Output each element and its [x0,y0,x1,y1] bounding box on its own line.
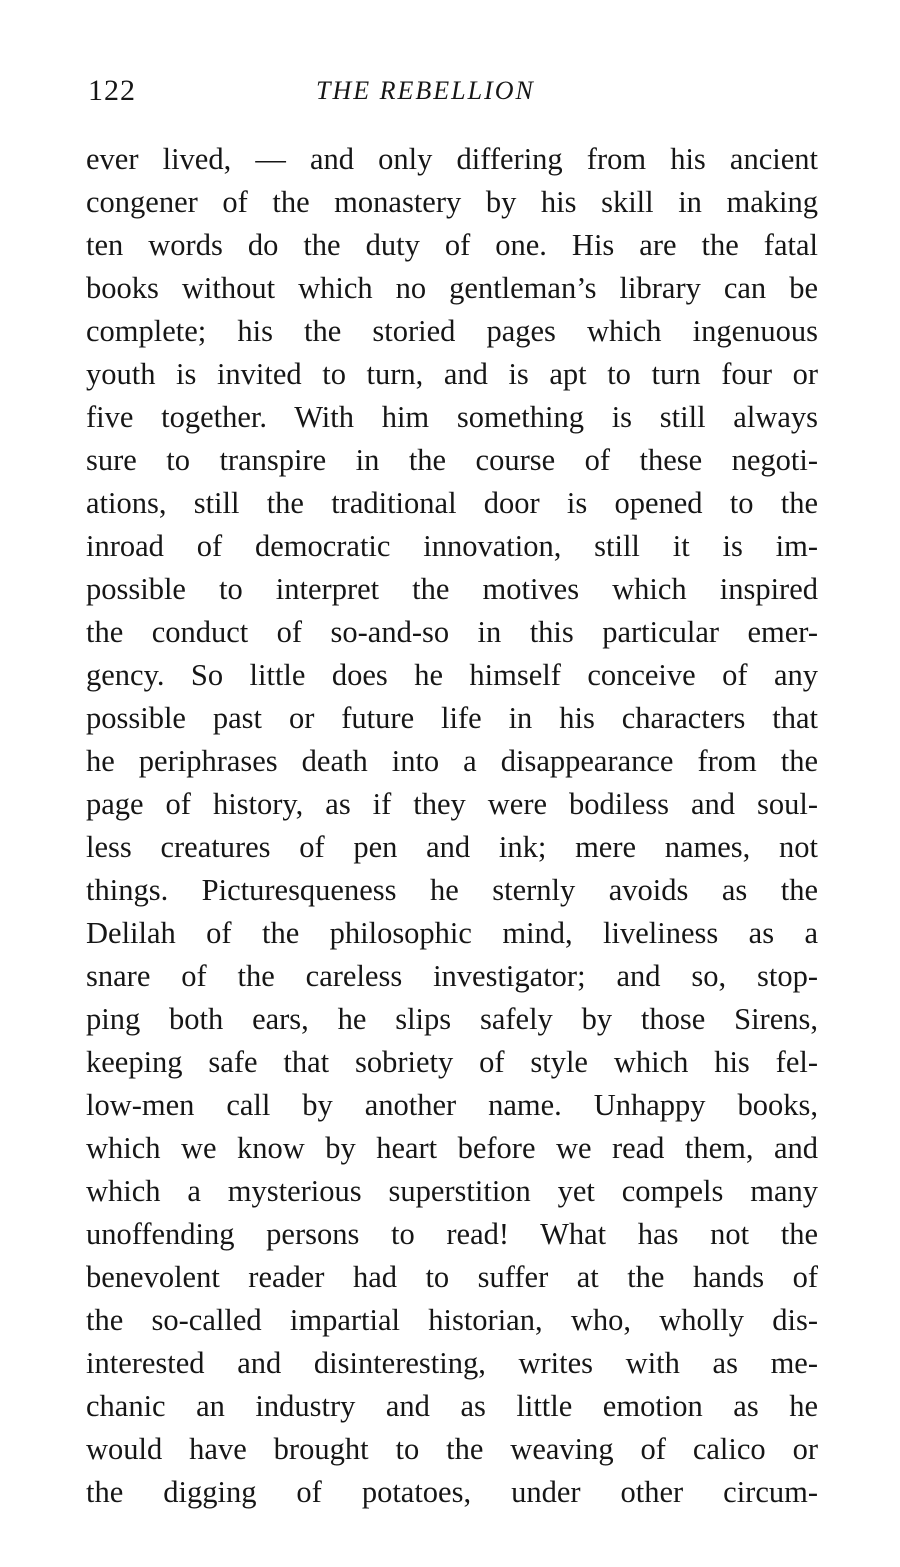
text-line: low-men call by another name. Unhappy books, [86,1088,818,1122]
text-line: the digging of potatoes, under other circum- [86,1475,818,1509]
text-line: would have brought to the weaving of calico or [86,1432,818,1466]
text-line: snare of the careless investigator; and so, stop- [86,959,818,993]
text-line: ever lived, — and only differing from his ancient [86,142,818,176]
running-title: THE REBELLION [316,76,535,105]
text-line: five together. With him something is still always [86,400,818,434]
text-line: which we know by heart before we read them, and [86,1131,818,1165]
text-line: books without which no gentleman’s library can be [86,271,818,305]
text-line: the conduct of so-and-so in this particular emer- [86,615,818,649]
text-line: less creatures of pen and ink; mere names, not [86,830,818,864]
text-line: chanic an industry and as little emotion as he [86,1389,818,1423]
text-line: congener of the monastery by his skill in making [86,185,818,219]
text-line: the so-called impartial historian, who, wholly dis- [86,1303,818,1337]
text-line: Delilah of the philosophic mind, liveliness as a [86,916,818,950]
text-line: keeping safe that sobriety of style which his fel- [86,1045,818,1079]
text-line: ten words do the duty of one. His are the fatal [86,228,818,262]
text-line: possible to interpret the motives which inspired [86,572,818,606]
text-line: possible past or future life in his characters that [86,701,818,735]
text-line: complete; his the storied pages which ingenuous [86,314,818,348]
text-line: youth is invited to turn, and is apt to turn four or [86,357,818,391]
page-header [88,74,818,118]
text-line: page of history, as if they were bodiless and soul- [86,787,818,821]
text-line: sure to transpire in the course of these negoti- [86,443,818,477]
text-line: things. Picturesqueness he sternly avoids as the [86,873,818,907]
body-text [86,138,818,1514]
text-line: which a mysterious superstition yet compels many [86,1174,818,1208]
text-line: he periphrases death into a disappearance from the [86,744,818,778]
page-number: 122 [88,74,136,107]
text-line: inroad of democratic innovation, still it is im- [86,529,818,563]
text-line: gency. So little does he himself conceive of any [86,658,818,692]
text-line: unoffending persons to read! What has not the [86,1217,818,1251]
text-line: benevolent reader had to suffer at the hands of [86,1260,818,1294]
text-line: ations, still the traditional door is opened to the [86,486,818,520]
text-line: ping both ears, he slips safely by those Sirens, [86,1002,818,1036]
text-line: interested and disinteresting, writes with as me- [86,1346,818,1380]
